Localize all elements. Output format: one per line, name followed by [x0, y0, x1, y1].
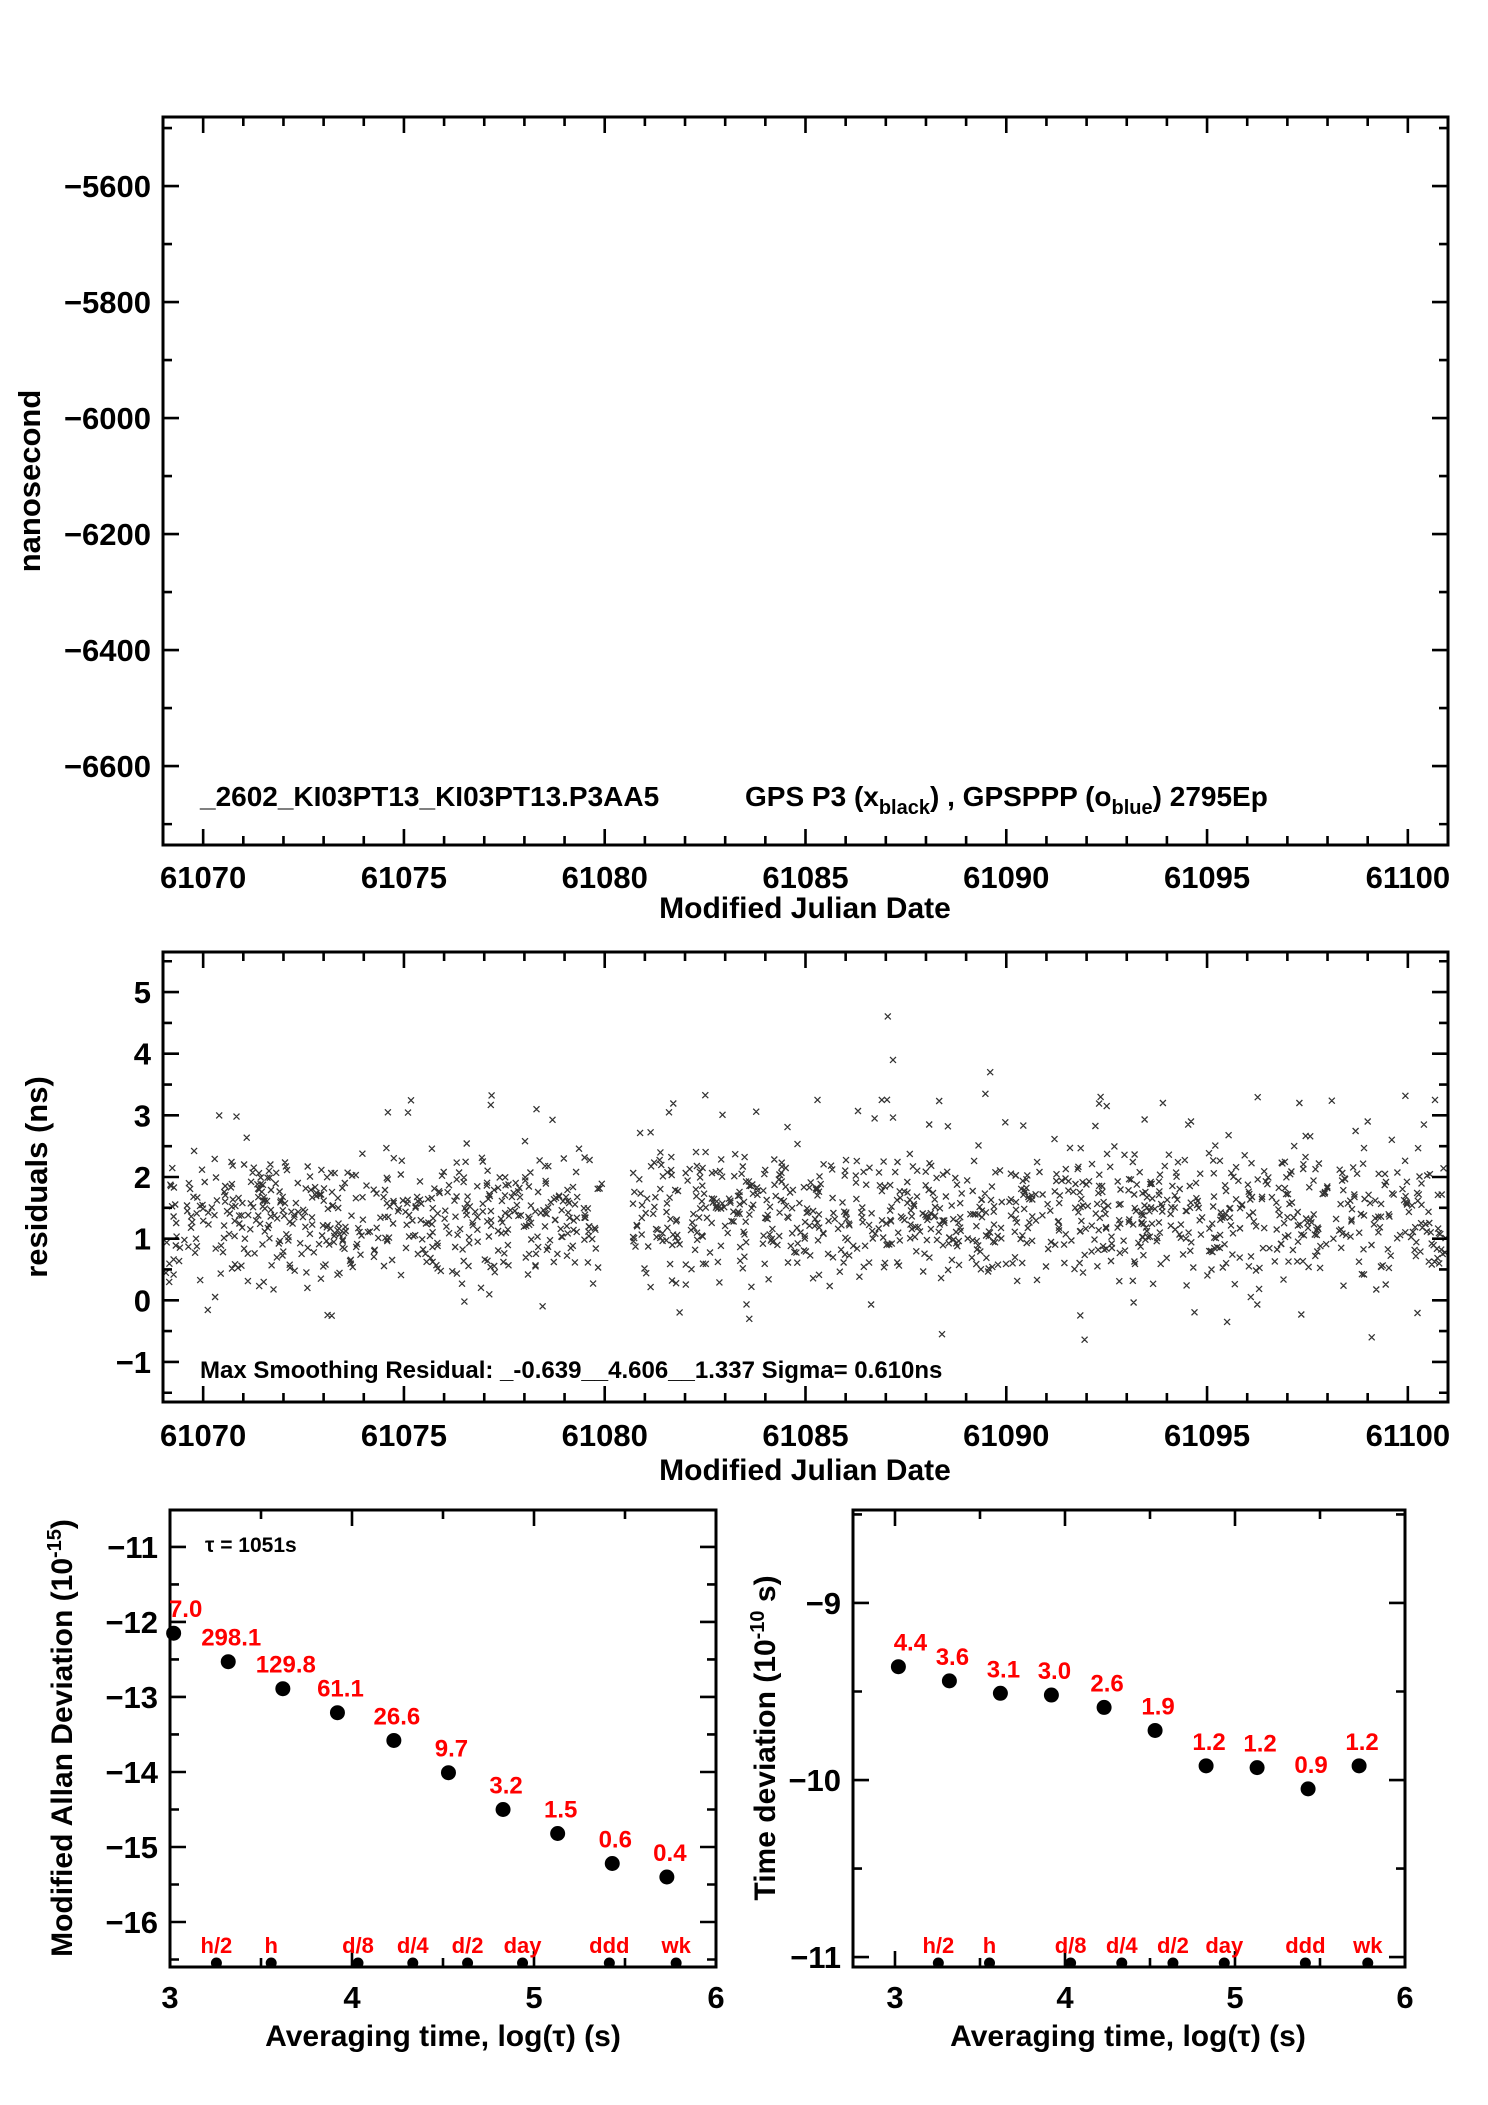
- time-marker-label: d/8: [342, 1933, 374, 1958]
- x-tick-label: 61095: [1163, 1418, 1251, 1453]
- time-marker-dot: [1362, 1958, 1373, 1969]
- time-marker-label: wk: [1353, 1933, 1383, 1958]
- time-marker-label: h: [264, 1933, 278, 1958]
- data-point: [386, 1733, 401, 1748]
- y-tick-label: −6400: [63, 633, 151, 669]
- data-point: [221, 1654, 236, 1669]
- data-point-label: 26.6: [373, 1703, 421, 1731]
- x-tick-label: 61100: [1365, 1418, 1451, 1453]
- tdev-y-axis-title: Time deviation ($10^{-10}$ s): [747, 1575, 782, 1901]
- data-point-label: 0.9: [1294, 1751, 1328, 1779]
- phase-panel: [64, 117, 1450, 895]
- phase-legend: GPS P3 $(x_{black})$ , GPSPPP $(o_{blue})$ 2795Ep: [745, 781, 1268, 819]
- data-point: [1097, 1700, 1112, 1715]
- x-tick-label: 61095: [1163, 860, 1251, 895]
- y-tick-label: −15: [105, 1829, 158, 1865]
- time-marker-label: d/4: [396, 1933, 429, 1958]
- x-tick-label: 6: [707, 1980, 725, 2015]
- data-point: [605, 1856, 620, 1871]
- data-point-label: 61.1: [317, 1675, 364, 1703]
- x-tick-label: 61070: [160, 1418, 247, 1453]
- data-point: [1044, 1688, 1059, 1703]
- time-marker-dot: [517, 1958, 528, 1969]
- data-point: [891, 1659, 906, 1674]
- y-tick-label: 5: [133, 975, 151, 1011]
- y-tick-label: −6200: [63, 517, 151, 553]
- time-marker-label: h/2: [200, 1933, 233, 1958]
- time-marker-dot: [407, 1958, 418, 1969]
- y-tick-label: −5600: [63, 169, 151, 205]
- time-marker-label: h/2: [922, 1933, 955, 1958]
- axis-ticks: [163, 117, 1448, 845]
- x-tick-label: 61080: [561, 860, 648, 895]
- x-tick-label: 61090: [963, 1418, 1050, 1453]
- y-tick-label: −6000: [63, 401, 151, 437]
- data-point-label: 3.2: [489, 1772, 523, 1800]
- tdev-x-axis-title: Averaging time, log(τ) (s): [950, 2020, 1306, 2053]
- data-point-label: 9.7: [434, 1735, 469, 1763]
- y-tick-label: −9: [805, 1585, 841, 1621]
- residuals-x-axis-title: Modified Julian Date: [659, 1454, 951, 1487]
- mdev-panel: [105, 1510, 724, 2015]
- x-tick-label: 61070: [160, 860, 247, 895]
- data-point-label: 3.6: [935, 1643, 970, 1671]
- x-tick-label: 4: [343, 1980, 361, 2015]
- tdev-panel: [788, 1510, 1413, 2015]
- data-point-label: 1.2: [1243, 1730, 1277, 1758]
- data-point: [993, 1686, 1008, 1701]
- y-tick-label: 0: [133, 1283, 151, 1319]
- x-tick-label: 61075: [360, 860, 448, 895]
- y-tick-label: −13: [105, 1679, 158, 1715]
- plot-frame: [853, 1510, 1405, 1967]
- y-tick-label: −11: [790, 1940, 841, 1976]
- y-tick-label: −14: [105, 1754, 158, 1790]
- time-marker-label: d/2: [1157, 1933, 1189, 1958]
- phase-y-axis-title: nanosecond: [12, 389, 47, 573]
- time-marker-label: day: [503, 1933, 542, 1958]
- data-point-label: 1.2: [1192, 1728, 1226, 1756]
- data-point-label: 7.0: [168, 1596, 203, 1624]
- x-tick-label: 4: [1056, 1980, 1074, 2015]
- x-tick-label: 5: [525, 1980, 543, 2015]
- y-tick-label: 4: [133, 1036, 151, 1072]
- data-point-label: 1.2: [1345, 1728, 1379, 1756]
- phase-x-axis-title: Modified Julian Date: [659, 892, 951, 925]
- x-tick-label: 61075: [360, 1418, 448, 1453]
- phase-annotation: _2602_KI03PT13_KI03PT13.P3AA5: [200, 781, 660, 812]
- data-point-label: 3.0: [1037, 1658, 1072, 1686]
- time-marker-dot: [1219, 1958, 1230, 1969]
- time-marker-dot: [211, 1958, 222, 1969]
- y-tick-label: −10: [788, 1763, 841, 1799]
- time-marker-label: ddd: [589, 1933, 630, 1958]
- data-point: [659, 1869, 674, 1884]
- time-marker-label: wk: [661, 1933, 691, 1958]
- data-point: [1301, 1781, 1316, 1796]
- time-marker-dot: [933, 1958, 944, 1969]
- data-point: [550, 1826, 565, 1841]
- y-tick-label: −16: [105, 1904, 158, 1940]
- x-tick-label: 61080: [561, 1418, 648, 1453]
- x-tick-label: 5: [1226, 1980, 1244, 2015]
- y-tick-label: −5800: [63, 285, 151, 321]
- data-point: [1148, 1723, 1163, 1738]
- data-point: [330, 1705, 345, 1720]
- axis-ticks: [853, 1510, 1405, 1967]
- y-tick-label: 2: [133, 1160, 151, 1195]
- data-point: [1352, 1758, 1367, 1773]
- residuals-annotation: Max Smoothing Residual: _-0.639__4.606__1.337 Sigma= 0.610ns: [200, 1357, 943, 1384]
- data-point-label: 3.1: [986, 1656, 1021, 1684]
- time-marker-label: d/4: [1105, 1933, 1138, 1958]
- time-marker-dot: [984, 1958, 995, 1969]
- x-tick-label: 61090: [963, 860, 1050, 895]
- mdev-x-axis-title: Averaging time, log(τ) (s): [265, 2020, 621, 2053]
- data-point-label: 2.6: [1090, 1670, 1124, 1698]
- time-marker-dot: [266, 1958, 277, 1969]
- data-point: [1199, 1758, 1214, 1773]
- data-point-label: 129.8: [255, 1651, 316, 1679]
- time-marker-label: d/8: [1054, 1933, 1087, 1958]
- time-marker-label: d/2: [451, 1933, 484, 1958]
- x-tick-label: 3: [161, 1980, 179, 2015]
- data-point-label: 1.5: [543, 1796, 578, 1824]
- plot-frame: [163, 117, 1448, 845]
- y-tick-label: −1: [115, 1344, 151, 1380]
- data-point: [275, 1681, 290, 1696]
- time-marker-label: day: [1205, 1933, 1244, 1958]
- data-point-label: 298.1: [201, 1624, 262, 1652]
- x-tick-label: 61100: [1365, 860, 1451, 895]
- y-tick-label: −12: [105, 1604, 158, 1640]
- time-marker-label: h: [982, 1933, 997, 1958]
- time-marker-dot: [462, 1958, 473, 1969]
- residuals-scatter-x-markers: [163, 1013, 1449, 1342]
- y-tick-label: −6600: [63, 749, 151, 785]
- time-marker-dot: [604, 1958, 615, 1969]
- time-marker-dot: [1167, 1958, 1178, 1969]
- data-point: [166, 1626, 181, 1641]
- time-marker-label: ddd: [1285, 1933, 1326, 1958]
- time-marker-dot: [1116, 1958, 1127, 1969]
- mdev-y-axis-title: Modified Allan Deviation $(10^{-15})$: [44, 1519, 79, 1957]
- data-point-label: 0.6: [598, 1826, 632, 1854]
- data-point: [942, 1673, 957, 1688]
- x-tick-label: 61085: [762, 1418, 849, 1453]
- time-marker-dot: [1065, 1958, 1076, 1969]
- data-point-label: 0.4: [653, 1839, 687, 1867]
- data-point-label: 1.9: [1141, 1693, 1175, 1721]
- y-tick-label: 3: [133, 1098, 151, 1134]
- data-point-label: 4.4: [893, 1629, 928, 1657]
- data-point: [496, 1802, 511, 1817]
- data-point: [441, 1765, 456, 1780]
- data-point: [1250, 1760, 1265, 1775]
- x-tick-label: 3: [886, 1980, 904, 2015]
- y-tick-label: 1: [133, 1221, 151, 1257]
- residuals-y-axis-title: residuals (ns): [19, 1076, 54, 1278]
- mdev-tau-note: τ = 1051s: [205, 1534, 297, 1557]
- time-marker-dot: [1300, 1958, 1311, 1969]
- y-tick-label: −11: [107, 1529, 158, 1565]
- x-tick-label: 61085: [762, 860, 849, 895]
- time-marker-dot: [353, 1958, 364, 1969]
- time-marker-dot: [671, 1958, 682, 1969]
- x-tick-label: 6: [1396, 1980, 1414, 2015]
